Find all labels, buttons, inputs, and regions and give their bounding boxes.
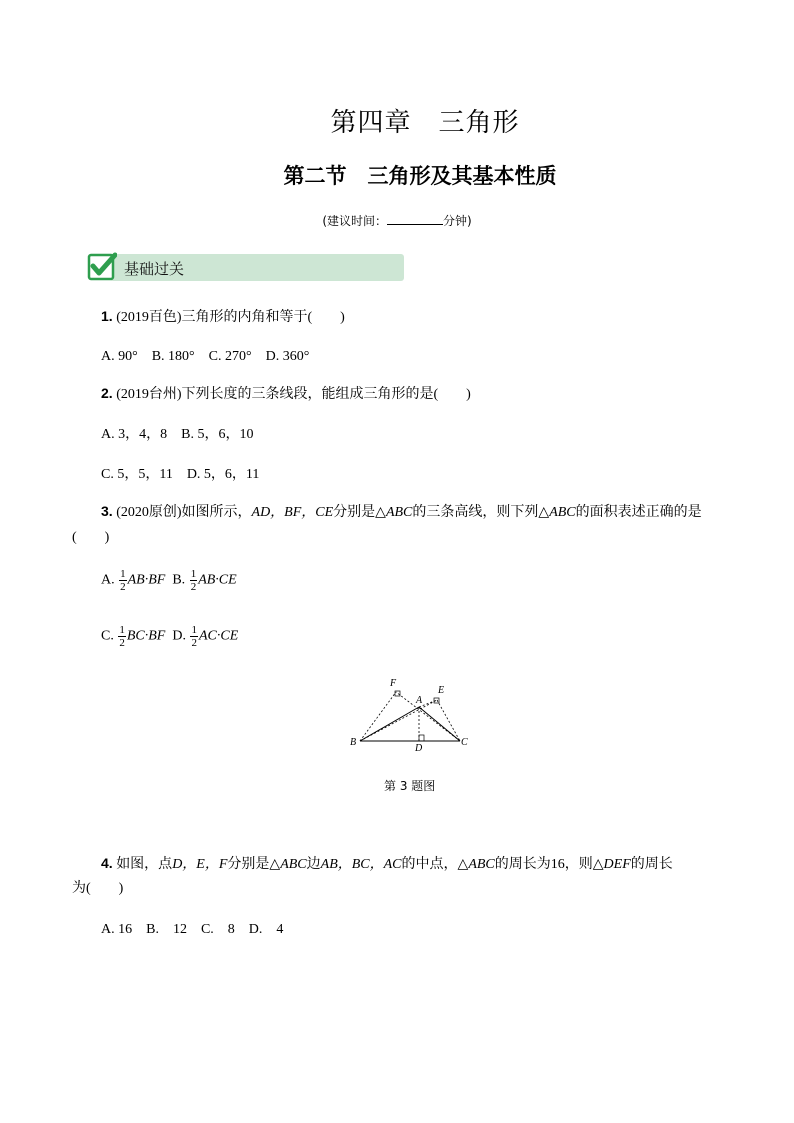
question-number: 1. (101, 308, 113, 324)
label-b: B (350, 737, 357, 748)
question-2-options-line-1: A. 3，4，8 B. 5，6，10 (101, 427, 254, 442)
suggested-time-note (0, 212, 794, 229)
option-expression: AC·CE (198, 628, 239, 644)
fraction-numerator: 1 (191, 624, 197, 636)
question-text-math: AB，BC，AC (320, 857, 402, 872)
question-2 (101, 383, 471, 405)
option-label: D. (172, 628, 186, 644)
fraction-denominator: 2 (119, 637, 125, 649)
question-text: 的周长为16，则△ (494, 857, 604, 872)
fraction-denominator: 2 (191, 637, 197, 649)
question-text: 分别是△ (333, 505, 386, 520)
extension-ba (360, 692, 396, 741)
fraction-one-half (190, 568, 198, 593)
option-label: A. (101, 572, 115, 588)
fraction-numerator: 1 (119, 624, 125, 636)
question-text: 的三条高线，则下列△ (412, 505, 550, 520)
fraction-one-half (118, 624, 126, 649)
section-title: 第二节 三角形及其基本性质 (283, 164, 557, 188)
label-f: F (390, 678, 397, 689)
question-text-math: DEF (603, 857, 631, 872)
fraction-numerator: 1 (120, 568, 126, 580)
banner-label: 基础过关 (124, 260, 185, 278)
question-text-math: ABC (385, 505, 413, 520)
chapter-title: 第四章 三角形 (330, 108, 520, 138)
question-text-math: D，E，F (172, 857, 228, 872)
question-1-options: A. 90° B. 180° C. 270° D. 360° (101, 349, 310, 364)
fraction-denominator: 2 (120, 581, 126, 593)
question-text: 的周长 (630, 857, 673, 872)
label-e: E (438, 685, 445, 696)
check-icon (87, 251, 117, 281)
question-text: (2019台州)下列长度的三条线段，能组成三角形的是( ) (116, 387, 471, 402)
fraction-one-half (190, 624, 198, 649)
question-3-answer-bracket: ( ) (72, 530, 110, 545)
option-label: B. (172, 572, 186, 588)
figure-caption: 第 3 题图 (384, 779, 436, 793)
question-number: 3. (101, 503, 113, 519)
question-3-options-line-1 (101, 568, 237, 593)
option-expression: AB·BF (127, 572, 166, 588)
question-text-math: ABC (468, 857, 495, 872)
question-text: 分别是△ (227, 857, 281, 872)
question-text: 的面积表述正确的是 (575, 505, 702, 520)
question-text-math: AD，BF，CE (251, 505, 334, 520)
question-1 (101, 306, 345, 328)
question-number: 2. (101, 385, 113, 401)
question-number: 4. (101, 855, 113, 871)
side-ab (360, 707, 419, 741)
question-4 (101, 853, 741, 875)
altitude-cf (396, 692, 460, 741)
fraction-numerator: 1 (190, 568, 197, 580)
question-text: 如图，点 (116, 857, 173, 872)
question-4-options: A. 16 B. 12 C. 8 D. 4 (101, 922, 284, 937)
option-label: C. (101, 628, 114, 644)
question-2-options-line-2: C. 5，5，11 D. 5，6，11 (101, 467, 260, 482)
time-blank[interactable] (387, 212, 443, 225)
altitude-be (360, 700, 437, 741)
question-text-math: ABC (549, 505, 576, 520)
option-expression: BC·BF (126, 628, 166, 644)
segment-ce (437, 700, 460, 741)
question-3 (101, 501, 741, 523)
time-note-suffix: 分钟) (443, 214, 472, 228)
question-3-options-line-2 (101, 624, 238, 649)
fraction-denominator: 2 (190, 581, 197, 593)
right-angle-f (395, 691, 400, 696)
question-text-math: ABC (280, 857, 307, 872)
right-angle-d (419, 735, 424, 741)
question-text: 边 (306, 857, 321, 872)
question-4-answer-bracket: 为( ) (72, 881, 124, 896)
fraction-one-half (119, 568, 127, 593)
label-a: A (416, 695, 423, 706)
question-text: (2019百色)三角形的内角和等于( ) (116, 310, 345, 325)
side-ac (419, 707, 460, 741)
label-c: C (461, 737, 468, 748)
label-d: D (415, 743, 423, 754)
question-text: (2020原创)如图所示， (116, 505, 252, 520)
question-text: 的中点，△ (401, 857, 469, 872)
option-expression: AB·CE (198, 572, 237, 588)
triangle-figure (340, 672, 480, 758)
time-note-prefix: (建议时间： (322, 214, 387, 228)
